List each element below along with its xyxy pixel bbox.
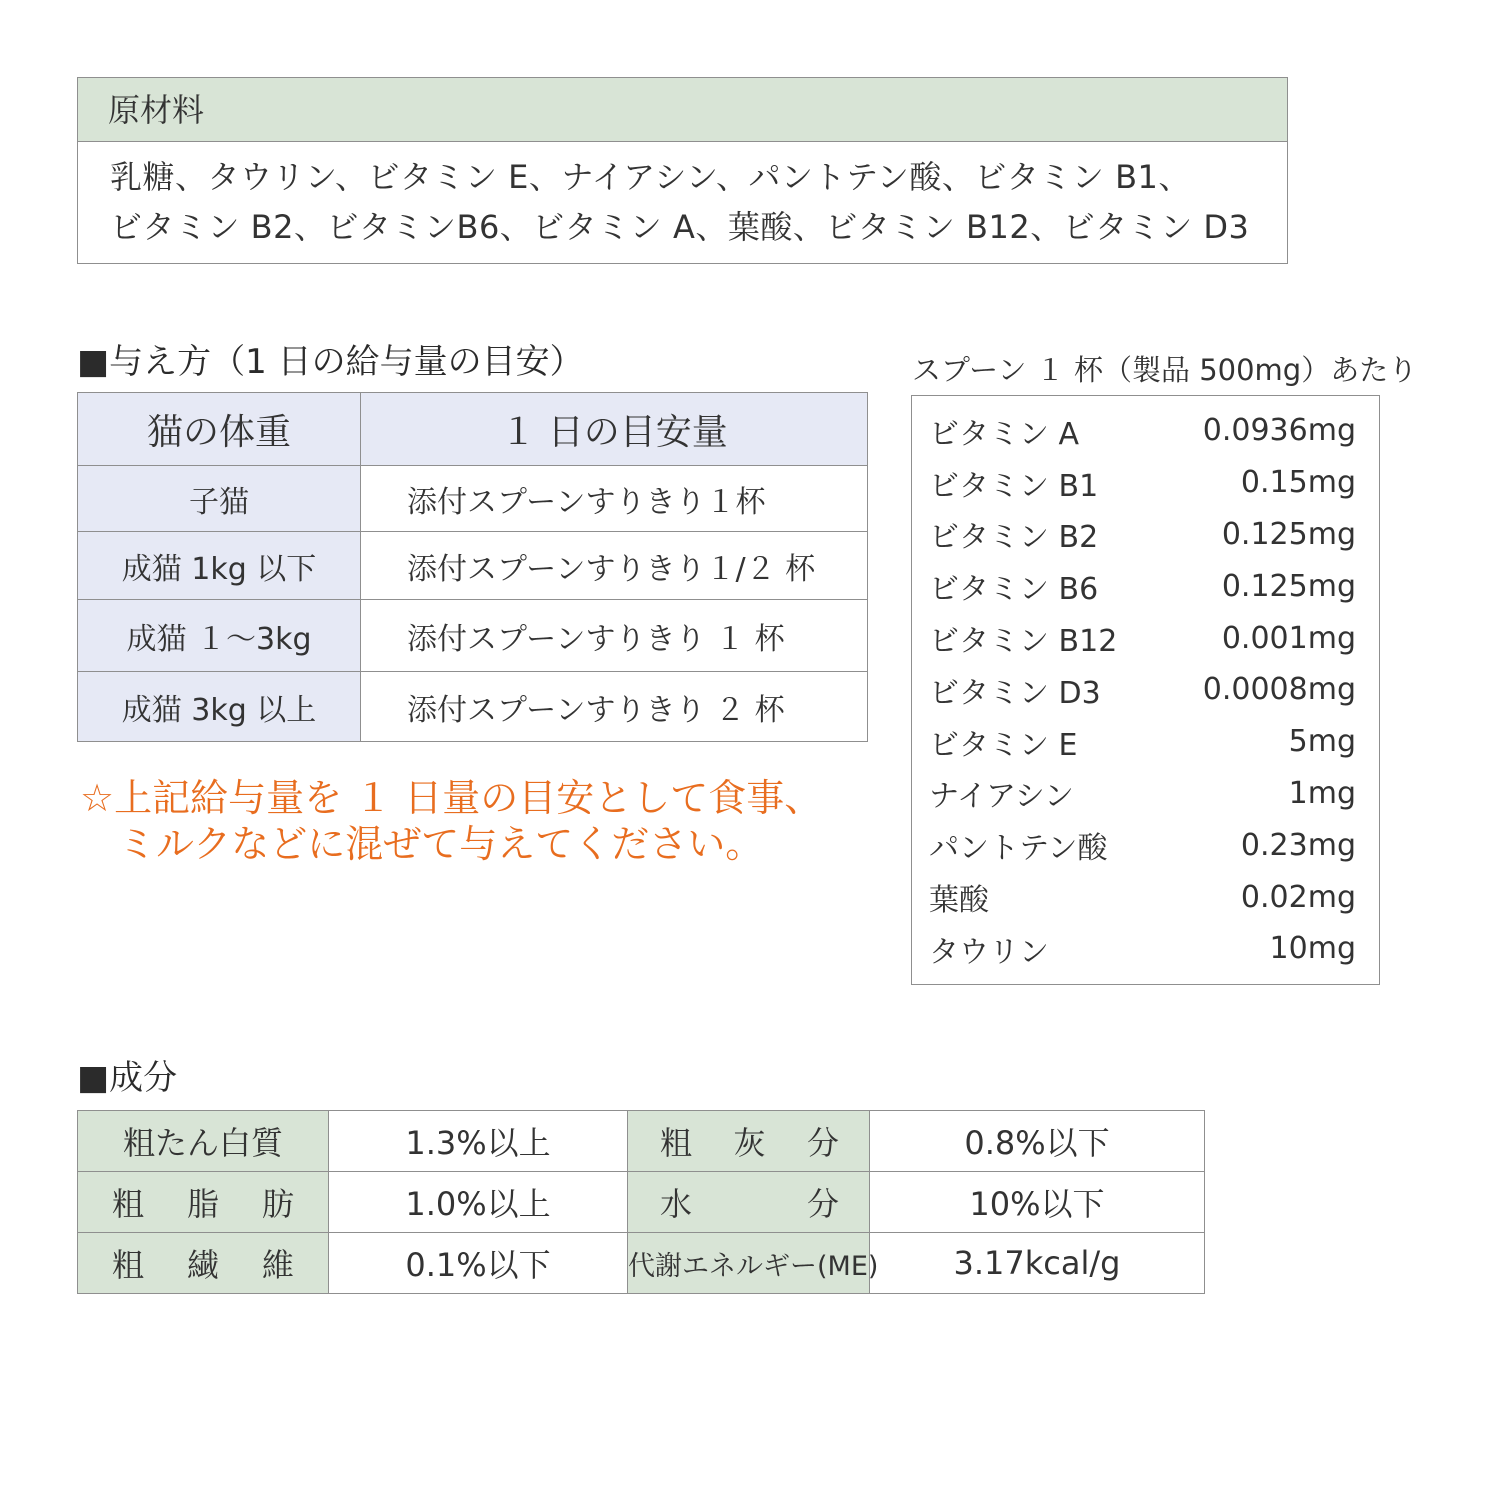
table-row (78, 466, 868, 532)
vitamin-value: 0.125mg (1221, 516, 1356, 552)
list-item (912, 923, 1379, 975)
moisture-label: 水 分 (628, 1172, 870, 1233)
vitamin-name: パントテン酸 (929, 831, 1108, 867)
amount-cell: 添付スプーンすりきり １ 杯 (361, 600, 868, 672)
ingredients-box (77, 77, 1288, 264)
weight-cell: 成猫 3kg 以上 (78, 672, 361, 742)
vitamin-value: 0.0936mg (1202, 413, 1356, 449)
vitamin-value: 0.001mg (1221, 620, 1356, 656)
amount-cell: 添付スプーンすりきり１杯 (361, 466, 868, 532)
feeding-title: ■与え方（1 日の給与量の目安） (77, 342, 584, 382)
vitamin-caption: スプーン １ 杯（製品 500mg）あたり (912, 353, 1418, 387)
vitamin-name: ビタミン B6 (929, 572, 1099, 608)
list-item (912, 819, 1379, 871)
vitamin-name: ビタミン B12 (929, 624, 1118, 660)
feeding-header-row (78, 393, 868, 466)
ash-label: 粗 灰 分 (628, 1111, 870, 1172)
vitamin-name: ビタミン B2 (929, 520, 1099, 556)
vitamin-value: 0.23mg (1240, 827, 1356, 863)
vitamin-name: 葉酸 (929, 883, 989, 919)
table-row (78, 600, 868, 672)
composition-title: ■成分 (77, 1058, 178, 1098)
table-row (78, 1111, 1205, 1172)
ingredients-line: 乳糖、タウリン、ビタミン E、ナイアシン、パントテン酸、ビタミン B1、 (110, 158, 1191, 196)
vitamin-name: ビタミン A (929, 416, 1080, 452)
fat-value: 1.0%以上 (329, 1172, 628, 1233)
vitamin-value: 1mg (1288, 775, 1356, 811)
table-row (78, 672, 868, 742)
feeding-table (77, 392, 868, 742)
ingredients-list (78, 142, 1287, 252)
moisture-value: 10%以下 (870, 1172, 1205, 1233)
protein-label: 粗たん白質 (78, 1111, 329, 1172)
list-item (912, 457, 1379, 509)
fat-label: 粗 脂 肪 (78, 1172, 329, 1233)
energy-value: 3.17kcal/g (870, 1233, 1205, 1294)
note-line: ☆上記給与量を １ 日量の目安として食事、 (80, 776, 823, 820)
vitamin-name: ビタミン E (929, 727, 1078, 763)
protein-value: 1.3%以上 (329, 1111, 628, 1172)
feeding-note (80, 775, 822, 867)
vitamin-value: 5mg (1288, 724, 1356, 760)
ingredients-header: 原材料 (78, 78, 1287, 142)
vitamin-value: 10mg (1269, 931, 1356, 967)
list-item (912, 716, 1379, 768)
note-line: ミルクなどに混ぜて与えてください。 (80, 822, 764, 866)
list-item (912, 768, 1379, 820)
list-item (912, 612, 1379, 664)
amount-header: １ 日の目安量 (361, 393, 868, 466)
fiber-value: 0.1%以下 (329, 1233, 628, 1294)
list-item (912, 560, 1379, 612)
vitamin-value: 0.15mg (1240, 465, 1356, 501)
vitamin-value: 0.125mg (1221, 568, 1356, 604)
weight-cell: 成猫 1kg 以下 (78, 532, 361, 600)
vitamin-name: ビタミン D3 (929, 675, 1101, 711)
weight-cell: 子猫 (78, 466, 361, 532)
table-row (78, 1233, 1205, 1294)
list-item (912, 664, 1379, 716)
ash-value: 0.8%以下 (870, 1111, 1205, 1172)
composition-table (77, 1110, 1205, 1294)
vitamin-value: 0.02mg (1240, 879, 1356, 915)
list-item (912, 871, 1379, 923)
vitamin-box (911, 395, 1380, 985)
weight-cell: 成猫 １～3kg (78, 600, 361, 672)
vitamin-name: ビタミン B1 (929, 468, 1099, 504)
vitamin-name: ナイアシン (929, 779, 1075, 815)
table-row (78, 532, 868, 600)
fiber-label: 粗 繊 維 (78, 1233, 329, 1294)
amount-cell: 添付スプーンすりきり１/２ 杯 (361, 532, 868, 600)
amount-cell: 添付スプーンすりきり ２ 杯 (361, 672, 868, 742)
vitamin-name: タウリン (929, 934, 1049, 970)
ingredients-line: ビタミン B2、ビタミンB6、ビタミン A、葉酸、ビタミン B12、ビタミン D3 (110, 208, 1250, 246)
vitamin-value: 0.0008mg (1202, 672, 1356, 708)
energy-label: 代謝エネルギー(ME) (628, 1233, 870, 1294)
list-item (912, 405, 1379, 457)
weight-header: 猫の体重 (78, 393, 361, 466)
table-row (78, 1172, 1205, 1233)
list-item (912, 509, 1379, 561)
